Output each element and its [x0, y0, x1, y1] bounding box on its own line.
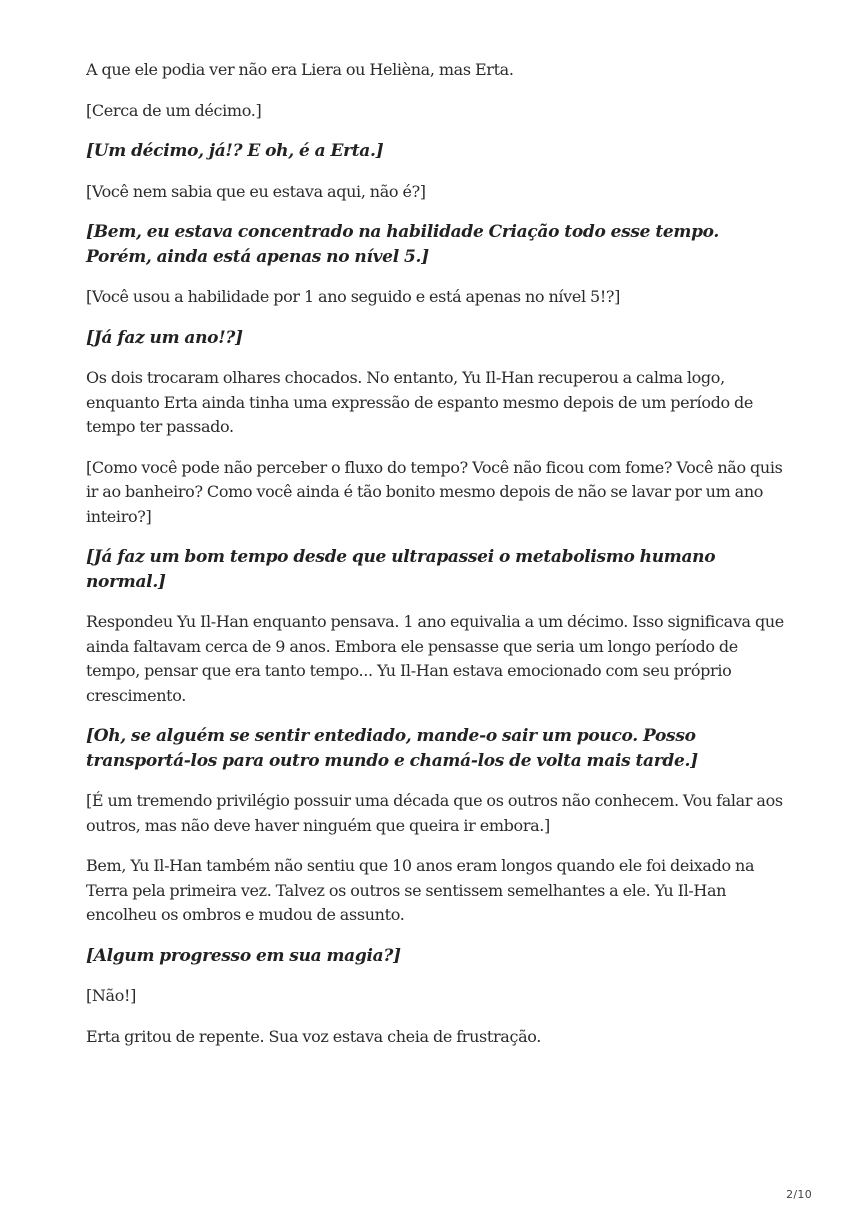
paragraph-7: [Já faz um ano!?]: [86, 327, 243, 348]
paragraph-13: [É um tremendo privilégio possuir uma década que os outros não conhecem. Vou falar aos outros, mas não deve haver ninguém que queira ir embora.]: [86, 791, 783, 835]
document-page: [86, 58, 786, 1065]
paragraph-12: [Oh, se alguém se sentir entediado, mande-o sair um pouco. Posso transportá-los para outro mundo e chamá-los de volta mais tarde.]: [86, 726, 698, 771]
paragraph-17: Erta gritou de repente. Sua voz estava cheia de frustração.: [86, 1026, 541, 1046]
paragraph-10: [Já faz um bom tempo desde que ultrapassei o metabolismo humano normal.]: [86, 547, 716, 592]
paragraph-3: [Um décimo, já!? E oh, é a Erta.]: [86, 141, 384, 161]
paragraph-2: [Cerca de um décimo.]: [86, 100, 262, 120]
paragraph-6: [Você usou a habilidade por 1 ano seguido e está apenas no nível 5!?]: [86, 287, 621, 306]
paragraph-15: [Algum progresso em sua magia?]: [86, 945, 401, 966]
paragraph-16: [Não!]: [86, 986, 136, 1005]
paragraph-1: A que ele podia ver não era Liera ou Helièna, mas Erta.: [86, 60, 514, 79]
paragraph-11: Respondeu Yu Il-Han enquanto pensava. 1 ano equivalia a um décimo. Isso significava que ainda faltavam cerca de 9 anos. Embora ele pensasse que seria um longo período de tempo, pensar que era tanto tempo... Yu Il-Han estava emocionado com seu próprio crescimento.: [86, 612, 784, 705]
paragraph-8: Os dois trocaram olhares chocados. No entanto, Yu Il-Han recuperou a calma logo, enquanto Erta ainda tinha uma expressão de espanto mesmo depois de um período de tempo ter passado.: [86, 368, 754, 436]
paragraph-9: [Como você pode não perceber o fluxo do tempo? Você não ficou com fome? Você não quis ir ao banheiro? Como você ainda é tão bonito mesmo depois de não se lavar por um ano inteiro?]: [86, 457, 783, 526]
paragraph-4: [Você nem sabia que eu estava aqui, não é?]: [86, 181, 426, 201]
paragraph-5: [Bem, eu estava concentrado na habilidade Criação todo esse tempo. Porém, ainda está apenas no nível 5.]: [86, 222, 720, 267]
paragraph-14: Bem, Yu Il-Han também não sentiu que 10 anos eram longos quando ele foi deixado na Terra pela primeira vez. Talvez os outros se sentissem semelhantes a ele. Yu Il-Han encolheu os ombros e mudou de assunto.: [86, 856, 755, 924]
page-number: 2/10: [786, 1188, 812, 1201]
